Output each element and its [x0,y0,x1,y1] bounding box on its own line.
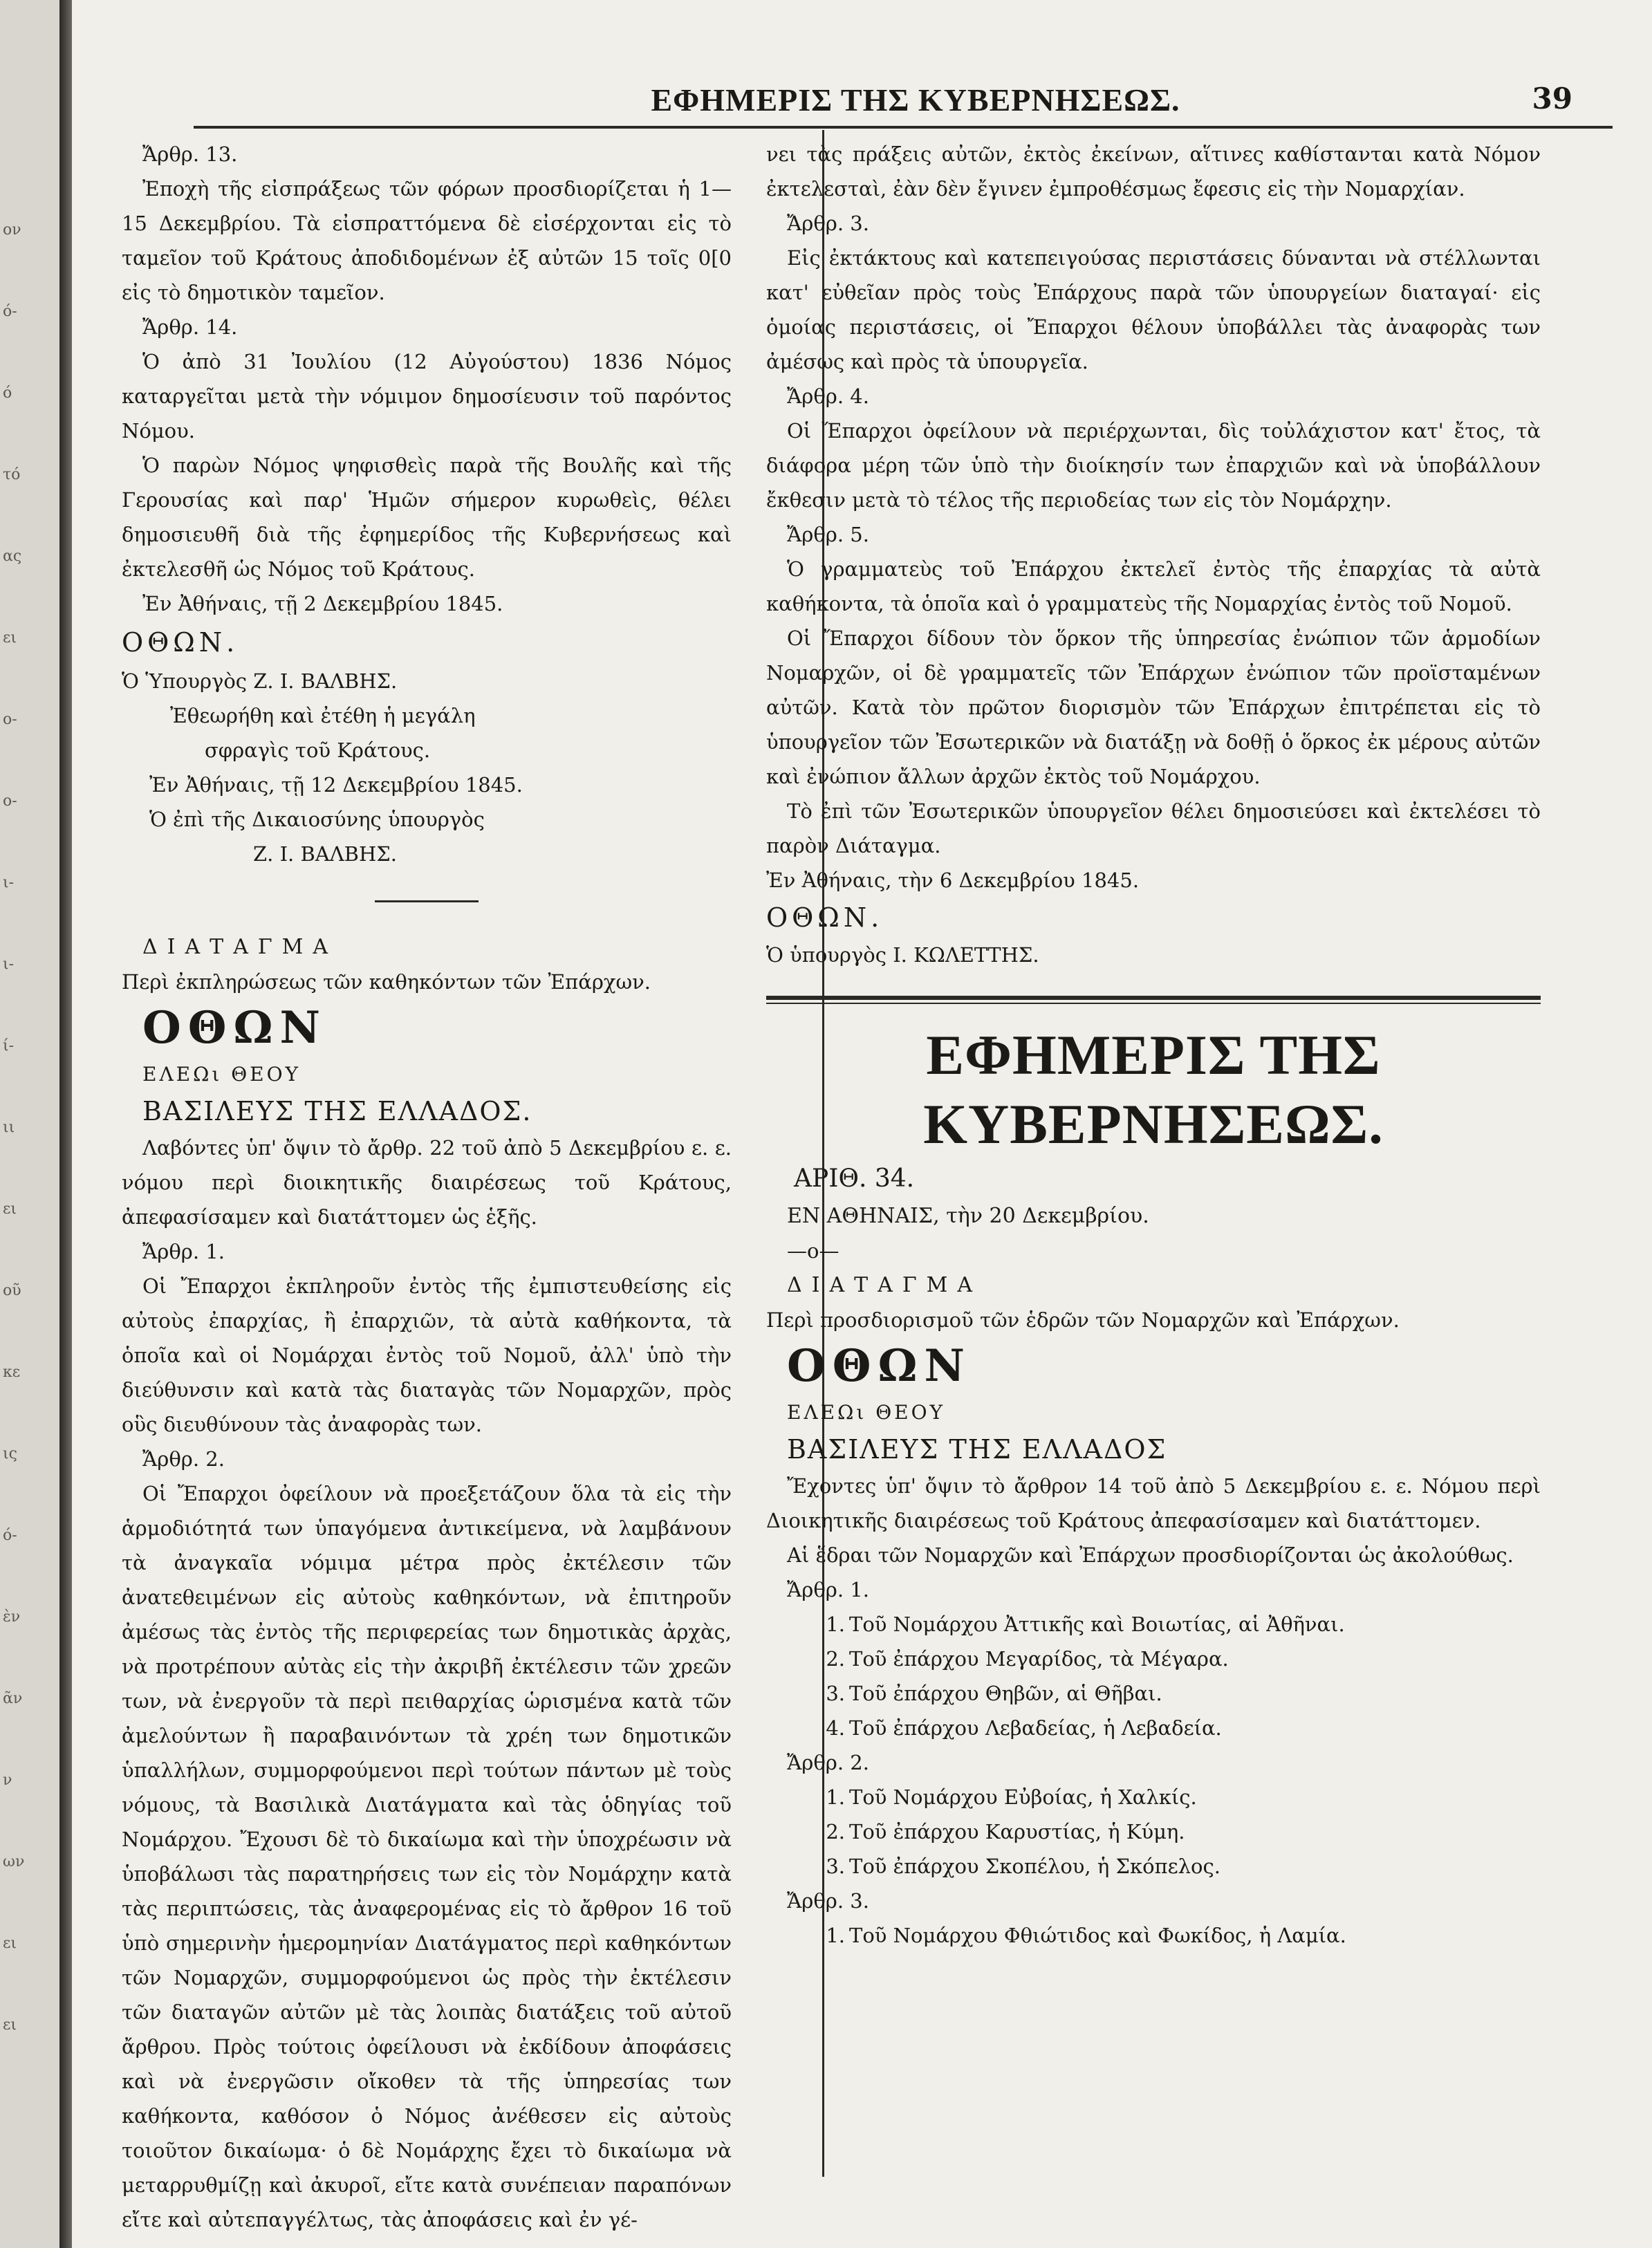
article-14-heading: Ἄρθρ. 14. [142,315,238,339]
decree-subject-1: Περὶ ἐκπληρώσεως τῶν καθηκόντων τῶν Ἐπάρχων. [122,970,651,994]
issue-line [766,1162,1541,1199]
margin-fragment: ις [3,1445,17,1462]
margin-fragment: οῦ [3,1282,21,1299]
article-14-text: Ὁ ἀπὸ 31 Ἰουλίου (12 Αὐγούστου) 1836 Νόμος καταργεῖται μετὰ τὴν νόμιμον δημοσίευσιν τοῦ παρόντος Νόμου. [122,350,732,443]
item-number: 3. [826,1855,845,1878]
decree2-article-2-heading: Ἄρθρ. 2. [787,1751,869,1774]
minister-signature-1: Ὁ Ὑπουργὸς Ζ. Ι. ΒΑΛΒΗΣ. [122,669,398,693]
king-of-greece-1: ΒΑΣΙΛΕΥΣ ΤΗΣ ΕΛΛΑΔΟΣ. [142,1096,532,1126]
king-signature-1: ΟΘΩΝ. [122,627,239,658]
decree1-article-2-heading: Ἄρθρ. 2. [142,1447,225,1471]
item-number: 1. [826,1613,845,1636]
decree1-article-5-text-2: Οἱ Ἔπαρχοι δίδουν τὸν ὅρκον τῆς ὑπηρεσίας ἐνώπιον τῶν ἁρμοδίων Νομαρχῶν, οἱ δὲ γραμματεῖς τῶν Ἐπάρχων ἐνώπιον τῶν προϊσταμένων αὐτῶν. Κατὰ τὸν πρῶτον διορισμὸν τῶν Ἐπάρχων ἐπιτρέπεται εἰς τὸ ὑπουργεῖον τῶν Ἐσωτερικῶν νὰ διατάξῃ νὰ δοθῇ ὁ ὅρκος ἐκ μέρους αὐτῶν καὶ ἐνώπιον ἄλλων ἀρχῶν ἐκτὸς τοῦ Νομάρχου. [766,626,1541,788]
list-item [766,1849,1541,1884]
date-line-2: Ἐν Ἀθήναις, τῇ 12 Δεκεμβρίου 1845. [149,773,523,797]
header-rule [194,126,1613,129]
issue-dateline: ΕΝ ΑΘΗΝΑΙΣ, τὴν 20 Δεκεμβρίου. [787,1204,1149,1228]
list-item [766,1607,1541,1642]
seal-note-line-2: σφραγὶς τοῦ Κράτους. [205,739,431,762]
seal-note-line-1: Ἐθεωρήθη καὶ ἐτέθη ἡ μεγάλη [170,704,476,727]
binding-edge [0,0,72,2248]
decree1-article-4-heading: Ἄρθρ. 4. [787,384,869,408]
margin-fragment: ο- [3,711,17,728]
decree2-article-1-heading: Ἄρθρ. 1. [787,1578,869,1601]
king-of-greece-2: ΒΑΣΙΛΕΥΣ ΤΗΣ ΕΛΛΑΔΟΣ [787,1434,1167,1465]
running-title: ΕΦΗΜΕΡΙΣ ΤΗΣ ΚΥΒΕΡΝΗΣΕΩΣ. [651,82,1180,118]
decree-title-2: ΔΙΑΤΑΓΜΑ [787,1273,983,1297]
item-text: Τοῦ Νομάρχου Ἀττικῆς καὶ Βοιωτίας, αἱ Ἀθῆναι. [849,1613,1345,1636]
margin-fragment: ι- [3,956,15,973]
seats-intro: Αἱ ἕδραι τῶν Νομαρχῶν καὶ Ἐπάρχων προσδιορίζονται ὡς ἀκολούθως. [787,1543,1514,1567]
margin-fragment: ό- [3,303,17,320]
ornament: —ο— [787,1239,839,1263]
book-gutter [59,0,72,2248]
decree-title-1: ΔΙΑΤΑΓΜΑ [142,935,338,959]
margin-fragment: ει [3,2016,17,2034]
decree1-article-3-heading: Ἄρθρ. 3. [787,212,869,235]
item-number: 1. [826,1785,845,1809]
item-number: 2. [826,1820,845,1843]
decree-subject-2: Περὶ προσδιορισμοῦ τῶν ἑδρῶν τῶν Νομαρχῶν καὶ Ἐπάρχων. [766,1308,1400,1332]
margin-fragment: ει [3,1935,17,1952]
decree1-article-2-text: Οἱ Ἔπαρχοι ὀφείλουν νὰ προεξετάζουν ὅλα τὰ εἰς τὴν ἁρμοδιότητά των ὑπαγόμενα ἀντικείμενα, νὰ λαμβάνουν τὰ ἀναγκαῖα νόμιμα μέτρα πρὸς ἐκτέλεσιν τῶν ἀνατεθειμένων εἰς αὐτοὺς καθηκόντων, νὰ ἐπιτηροῦν ἀμέσως τὰς ἐντὸς τῆς περιφερείας των δημοτικὰς ἀρχὰς, νὰ προτρέπουν αὐτὰς εἰς τὴν ἀκριβῆ ἐκτέλεσιν τῶν χρεῶν των, νὰ ἐνεργοῦν τὰ περὶ πειθαρχίας ὡρισμένα κατὰ τῶν ἀμελούντων ἢ παραβαινόντων τὰ χρέη των δημοτικῶν ὑπαλλήλων, συμμορφούμενοι περὶ τούτων πάντων μὲ τοὺς νόμους, τὰ Βασιλικὰ Διατάγματα καὶ τὰς ὁδηγίας τοῦ Νομάρχου. Ἔχουσι δὲ τὸ δικαίωμα καὶ τὴν ὑποχρέωσιν νὰ ὑποβάλωσι τὰς παρατηρήσεις των εἰς τὸν Νομάρχην κατὰ τὰς περιπτώσεις, τὰς ἀναφερομένας εἰς τὸ ἄρθρον 16 τοῦ ὑπὸ σημερινὴν ἡμερομηνίαν Διατάγματος περὶ καθηκόντων τῶν Νομαρχῶν, συμμορφούμενοι ὡς πρὸς τὴν ἐκτέλεσιν τῶν διαταγῶν αὐτῶν μὲ τὰς λοιπὰς διατάξεις τοῦ αὐτοῦ ἄρθρου. Πρὸς τούτοις ὀφείλουσι νὰ ἐκδίδουν ἀποφάσεις καὶ νὰ ἐνεργῶσιν οἴκοθεν τὰ τῆς ὑπηρεσίας των καθήκοντα, καθόσον ὁ Νόμος ἀνέθεσεν εἰς αὐτοὺς τοιοῦτον δικαίωμα· ὁ δὲ Νομάρχης ἔχει τὸ δικαίωμα νὰ μεταρρυθμίζῃ καὶ ἀκυροῖ, εἴτε κατὰ συνέπειαν παραπόνων εἴτε καὶ αὐτεπαγγέλτως, τὰς ἀποφάσεις καὶ ἐν γέ- [122,1482,732,2231]
section-separator [375,900,479,902]
right-column [766,137,1541,1953]
king-name-heading-2: ΟΘΩΝ [787,1340,972,1392]
list-item [766,1676,1541,1711]
item-text: Τοῦ ἐπάρχου Λεβαδείας, ἡ Λεβαδεία. [849,1716,1222,1740]
king-signature-2: ΟΘΩΝ. [766,902,884,933]
decree1-article-1-heading: Ἄρθρ. 1. [142,1240,225,1263]
justice-minister-name: Ζ. Ι. ΒΑΛΒΗΣ. [253,842,397,866]
decree2-article-3-heading: Ἄρθρ. 3. [787,1889,869,1913]
by-grace-of-god-1: ΕΛΕΩι ΘΕΟΥ [142,1063,301,1086]
margin-fragment: ων [3,1853,25,1870]
issue-number: ΑΡΙΘ. 34. [794,1164,915,1193]
decree1-article-4-text: Οἱ Ἔπαρχοι ὀφείλουν νὰ περιέρχωνται, δὶς τοὐλάχιστον κατ' ἔτος, τὰ διάφορα μέρη τῶν ὑπὸ τὴν διοίκησίν των ἐπαρχιῶν καὶ νὰ ὑποβάλλουν ἔκθεσιν μετὰ τὸ τέλος τῆς περιοδείας των εἰς τὸν Νομάρχην. [766,419,1541,512]
margin-fragment: ί- [3,1037,15,1055]
decree1-article-5-heading: Ἄρθρ. 5. [787,523,869,546]
item-number: 4. [826,1716,845,1740]
list-item [766,1918,1541,1953]
list-item [766,1642,1541,1676]
item-number: 1. [826,1924,845,1947]
margin-fragment: κε [3,1364,21,1381]
list-item [766,1814,1541,1849]
item-text: Τοῦ ἐπάρχου Μεγαρίδος, τὰ Μέγαρα. [849,1647,1229,1671]
margin-fragment: ο- [3,792,17,810]
margin-fragment: ν [3,1772,12,1789]
list-item [766,1711,1541,1745]
item-text: Τοῦ Νομάρχου Εὐβοίας, ἡ Χαλκίς. [849,1785,1197,1809]
item-text: Τοῦ ἐπάρχου Σκοπέλου, ἡ Σκόπελος. [849,1855,1221,1878]
list-item [766,1780,1541,1814]
by-grace-of-god-2: ΕΛΕΩι ΘΕΟΥ [787,1401,946,1424]
issue-rule-thin [766,1003,1541,1004]
margin-fragment: ει [3,1200,17,1218]
decree1-article-1-text: Οἱ Ἔπαρχοι ἐκπληροῦν ἐντὸς τῆς ἐμπιστευθείσης εἰς αὐτοὺς ἐπαρχίας, ἢ ἐπαρχιῶν, τὰ αὐτὰ καθήκοντα, τὰ ὁποῖα καὶ οἱ Νομάρχαι ἐντὸς τοῦ Νομοῦ, ἀλλ' ὑπὸ τὴν διεύθυνσιν καὶ κατὰ τὰς διαταγὰς τῶν Νομαρχῶν, πρὸς οὓς διευθύνουν τὰς ἀναφορὰς των. [122,1274,732,1436]
page-number: 39 [1532,82,1572,115]
item-text: Τοῦ ἐπάρχου Καρυστίας, ἡ Κύμη. [849,1820,1185,1843]
decree1-closing-text: Τὸ ἐπὶ τῶν Ἐσωτερικῶν ὑπουργεῖον θέλει δημοσιεύσει καὶ ἐκτελέσει τὸ παρὸν Διάταγμα. [766,799,1541,857]
margin-fragment: ιι [3,1119,15,1136]
margin-fragment: ας [3,548,22,565]
newspaper-masthead: ΕΦΗΜΕΡΙΣ ΤΗΣ ΚΥΒΕΡΝΗΣΕΩΣ. [923,1023,1384,1155]
date-line-3: Ἐν Ἀθήναις, τὴν 6 Δεκεμβρίου 1845. [766,868,1140,892]
item-text: Τοῦ Νομάρχου Φθιώτιδος καὶ Φωκίδος, ἡ Λαμία. [849,1924,1346,1947]
left-column [122,137,732,2237]
item-number: 2. [826,1647,845,1671]
article-13-heading: Ἄρθρ. 13. [142,142,238,166]
margin-fragment: ό- [3,1527,17,1544]
margin-fragment: ό [3,384,12,402]
decree-preamble-2: Ἔχοντες ὑπ' ὄψιν τὸ ἄρθρον 14 τοῦ ἀπὸ 5 Δεκεμβρίου ε. ε. Νόμου περὶ Διοικητικῆς διαιρέσεως τοῦ Κράτους ἀπεφασίσαμεν καὶ διατάττομεν. [766,1474,1541,1532]
justice-minister-title: Ὁ ἐπὶ τῆς Δικαιοσύνης ὑπουργὸς [149,808,485,831]
margin-fragment: ει [3,629,17,647]
ratification-text: Ὁ παρὼν Νόμος ψηφισθεὶς παρὰ τῆς Βουλῆς καὶ τῆς Γερουσίας καὶ παρ' Ἡμῶν σήμερον κυρωθεὶς, θέλει δημοσιευθῆ διὰ τῆς ἐφημερίδος τῆς Κυβερνήσεως καὶ ἐκτελεσθῆ ὡς Νόμος τοῦ Κράτους. [122,454,732,581]
margin-fragment: τό [3,466,21,483]
date-line-1: Ἐν Ἀθήναις, τῇ 2 Δεκεμβρίου 1845. [142,592,503,615]
decree1-article-3-text: Εἰς ἐκτάκτους καὶ κατεπειγούσας περιστάσεις δύνανται νὰ στέλλωνται κατ' εὐθεῖαν πρὸς τοὺς Ἐπάρχους παρὰ τῶν ὑπουργείων διαταγαί· εἰς ὁμοίας περιστάσεις, οἱ Ἔπαρχοι θέλουν ὑποβάλλει τὰς ἀναφορὰς των ἀμέσως καὶ πρὸς τὰ ὑπουργεῖα. [766,246,1541,373]
margin-fragment: ον [3,221,21,239]
article-2-continuation: νει τὰς πράξεις αὐτῶν, ἐκτὸς ἐκείνων, αἵτινες καθίστανται κατὰ Νόμον ἐκτελεσταὶ, ἐὰν δὲν ἔγινεν ἐμπροθέσμως ἔφεσις εἰς τὴν Νομαρχίαν. [766,142,1541,201]
issue-rule-thick [766,996,1541,1000]
decree1-article-5-text-1: Ὁ γραμματεὺς τοῦ Ἐπάρχου ἐκτελεῖ ἐντὸς τῆς ἐπαρχίας τὰ αὐτὰ καθήκοντα, τὰ ὁποῖα καὶ ὁ γραμματεὺς τῆς Νομαρχίας ἐντὸς τοῦ Νομοῦ. [766,557,1541,615]
item-text: Τοῦ ἐπάρχου Θηβῶν, αἱ Θῆβαι. [849,1682,1162,1705]
item-number: 3. [826,1682,845,1705]
article-13-text: Ἐποχὴ τῆς εἰσπράξεως τῶν φόρων προσδιορίζεται ἡ 1—15 Δεκεμβρίου. Τὰ εἰσπραττόμενα δὲ εἰσέρχονται εἰς τὸ ταμεῖον τοῦ Κράτους ἀποδιδομένων ἐξ αὐτῶν 15 τοῖς 0[0 εἰς τὸ δημοτικὸν ταμεῖον. [122,177,732,304]
margin-fragment: ι- [3,874,15,891]
minister-signature-2: Ὁ ὑπουργὸς Ι. ΚΩΛΕΤΤΗΣ. [766,943,1039,967]
margin-fragment: ᾶν [3,1690,23,1707]
king-name-heading-1: ΟΘΩΝ [142,1002,327,1054]
decree-preamble-1: Λαβόντες ὑπ' ὄψιν τὸ ἄρθρ. 22 τοῦ ἀπὸ 5 Δεκεμβρίου ε. ε. νόμου περὶ διοικητικῆς διαιρέσεως τοῦ Κράτους, ἀπεφασίσαμεν καὶ διατάττομεν ὡς ἑξῆς. [122,1136,732,1229]
margin-fragment: ὲν [3,1608,21,1626]
